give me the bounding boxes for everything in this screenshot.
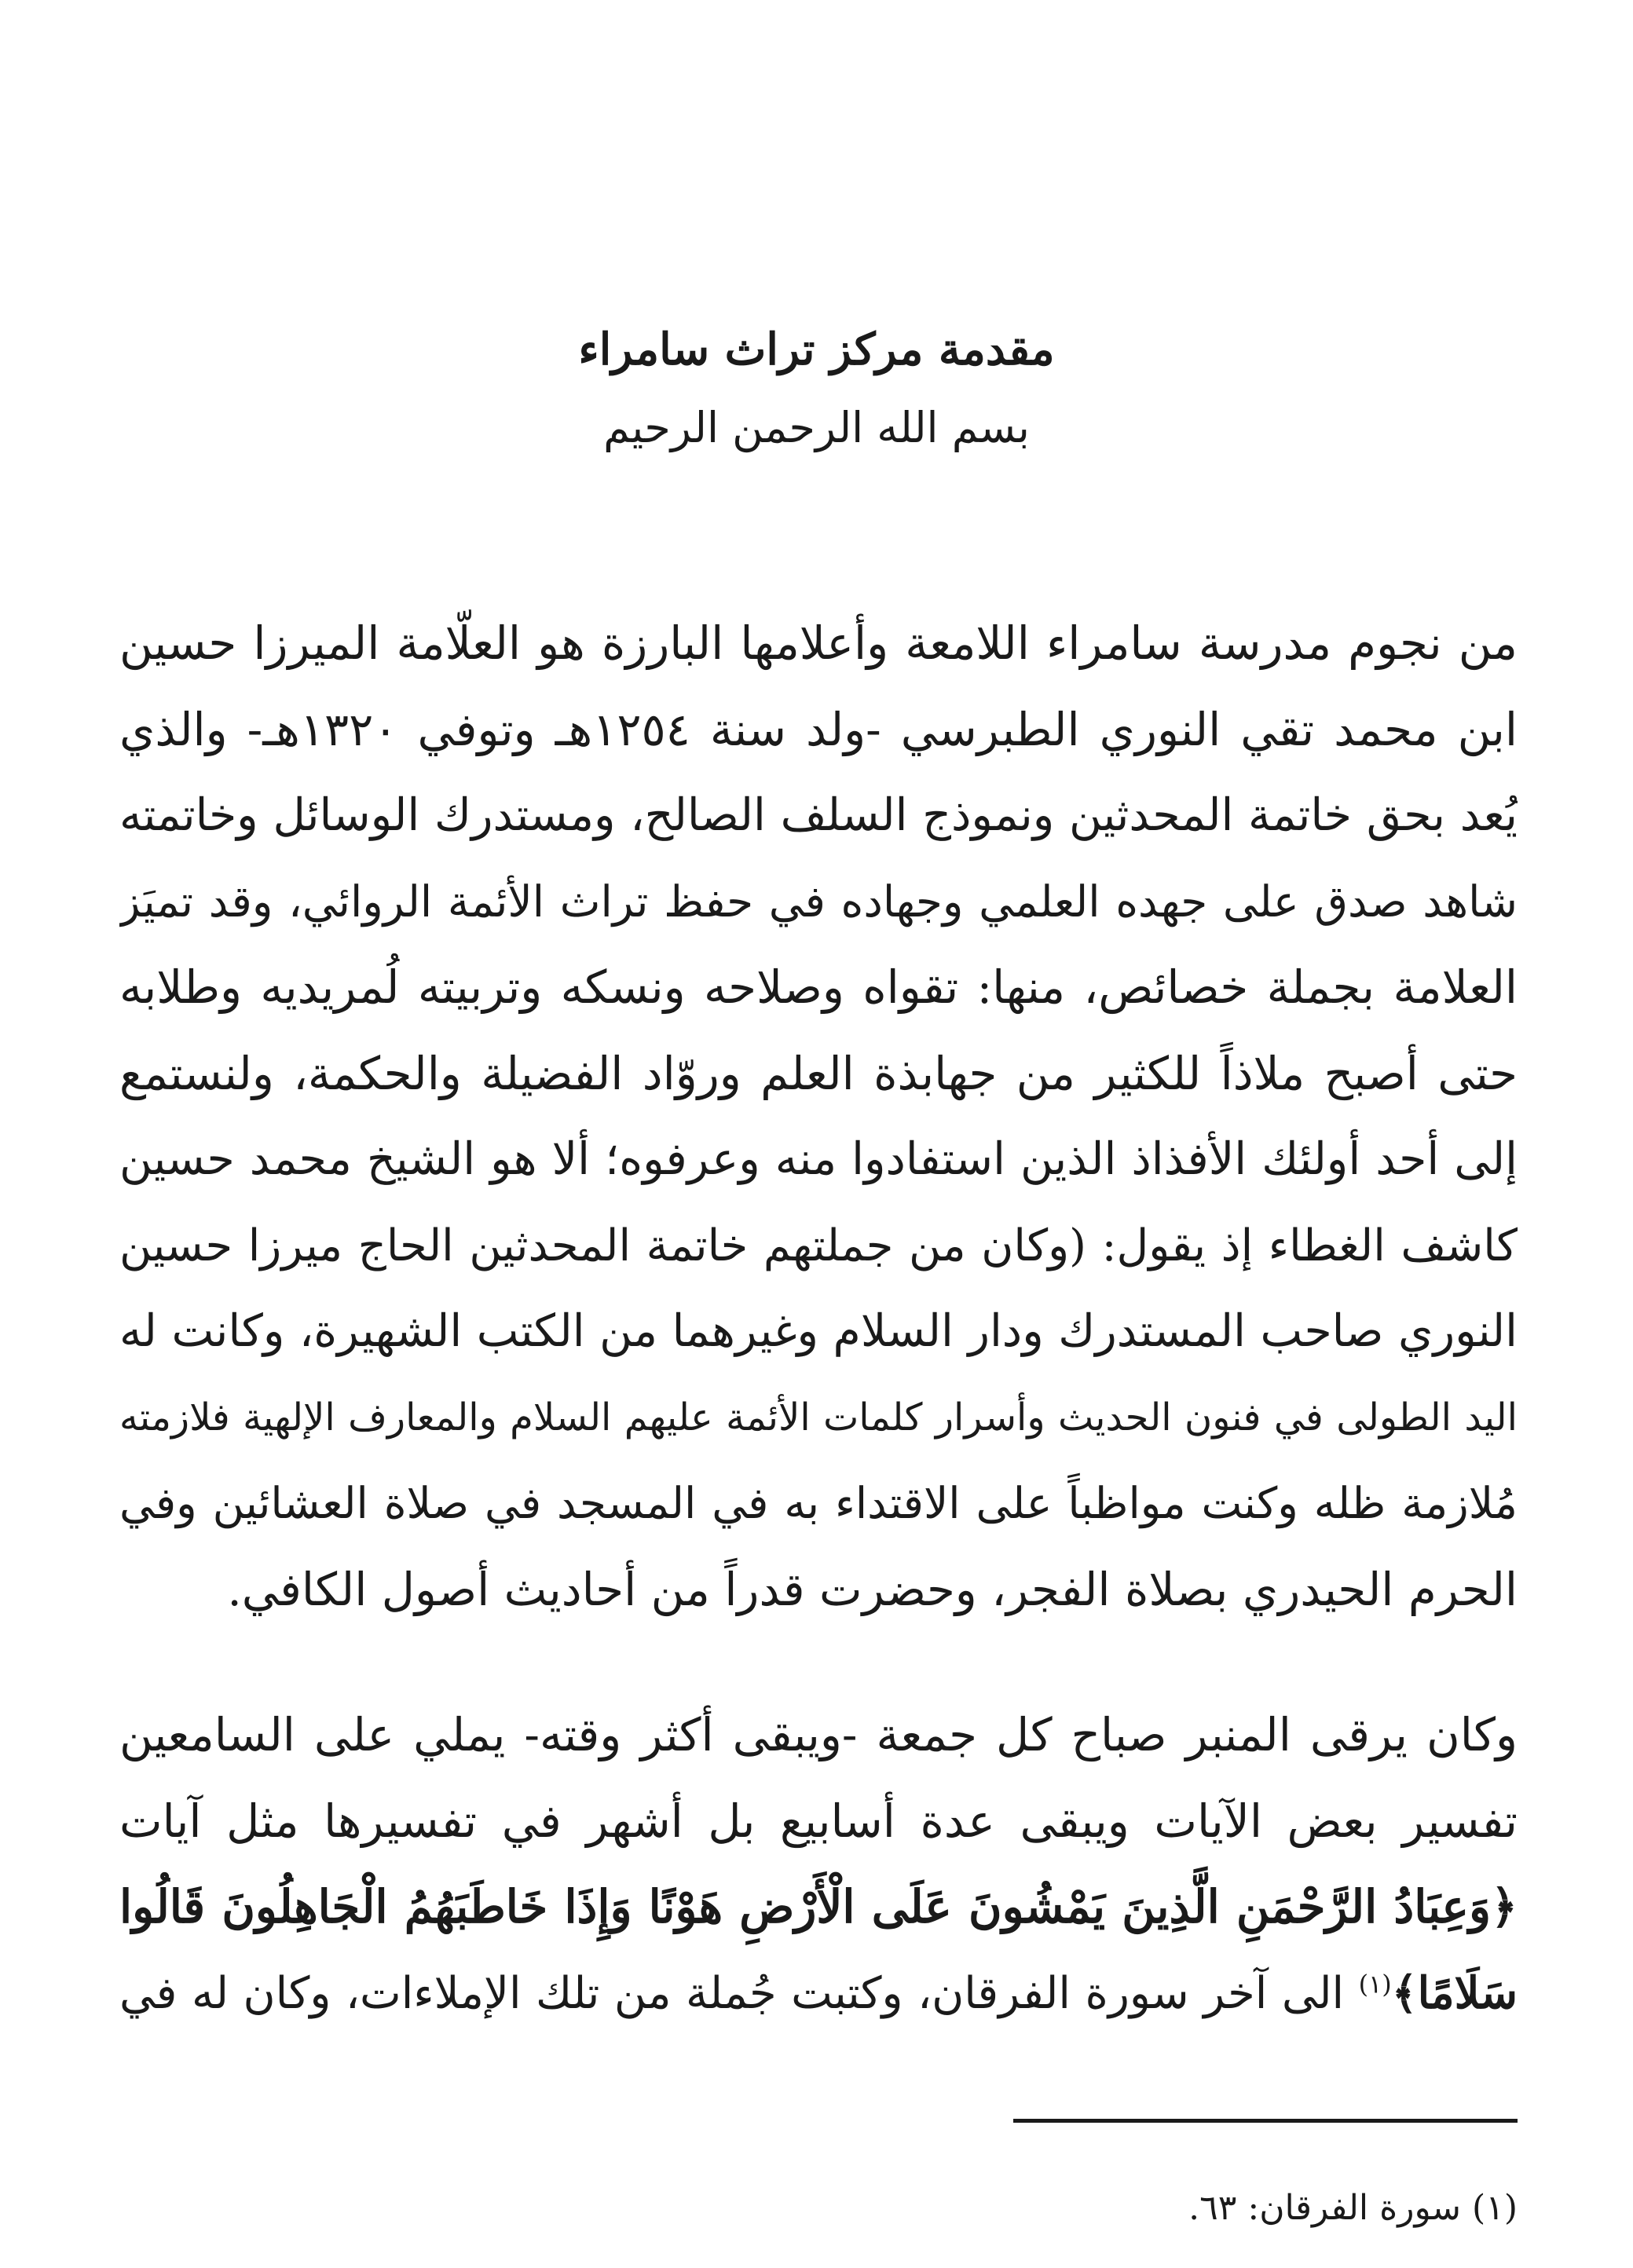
text-line: تفسير بعض الآيات ويبقى عدة أسابيع بل أشهر في تفسيرها مثل آيات [119,1794,1518,1848]
footnote-ref[interactable]: (١) [1358,1968,1392,1999]
text-continuation: الى آخر سورة الفرقان، وكتبت جُملة من تلك الإملاءات، وكان له في [119,1967,1359,2019]
page-title: مقدمة مركز تراث سامراء [578,324,1055,375]
text-line: اليد الطولى في فنون الحديث وأسرار كلمات الأئمة عليهم السلام والمعارف الإلهية فلازمته [119,1395,1518,1439]
text-line: ابن محمد تقي النوري الطبرسي -ولد سنة ١٢٥٤هـ وتوفي ١٣٢٠هـ- والذي [119,702,1518,756]
text-line: الحرم الحيدري بصلاة الفجر، وحضرت قدراً من أحاديث أصول الكافي. [227,1562,1518,1616]
footnote: (١) سورة الفرقان: ٦٣. [1188,2188,1518,2228]
quran-verse-line: ﴿وَعِبَادُ الرَّحْمَنِ الَّذِينَ يَمْشُونَ عَلَى الْأَرْضِ هَوْنًا وَإِذَا خَاطَبَهُمُ الْجَاهِلُونَ قَالُوا [119,1880,1518,1933]
paragraph-1 [119,601,1518,1633]
text-line: مُلازمة ظله وكنت مواظباً على الاقتداء به في المسجد في صلاة العشائين وفي [119,1478,1518,1528]
text-line: إلى أحد أولئك الأفذاذ الذين استفادوا منه وعرفوه؛ ألا هو الشيخ محمد حسين [119,1133,1518,1185]
text-line: العلامة بجملة خصائص، منها: تقواه وصلاحه ونسكه وتربيته لُمريديه وطلابه [119,960,1518,1014]
text-line: شاهد صدق على جهده العلمي وجهاده في حفظ تراث الأئمة الروائي، وقد تميَز [119,876,1518,927]
footnote-divider [1013,2119,1518,2123]
text-line: حتى أصبح ملاذاً للكثير من جهابذة العلم وروّاد الفضيلة والحكمة، ولنستمع [119,1046,1518,1100]
text-line: وكان يرقى المنبر صباح كل جمعة -ويبقى أكثر وقته- يملي على السامعين [119,1708,1518,1761]
text-line: من نجوم مدرسة سامراء اللامعة وأعلامها البارزة هو العلّامة الميرزا حسين [119,616,1518,670]
paragraph-2 [119,1692,1518,2036]
text-line [119,1951,1518,2037]
quran-verse-end: سَلَامًا﴾ [1391,1966,1518,2019]
text-line: يُعد بحق خاتمة المحدثين ونموذج السلف الصالح، ومستدرك الوسائل وخاتمته [119,789,1518,841]
basmala: بسم الله الرحمن الرحيم [603,403,1030,452]
text-line: النوري صاحب المستدرك ودار السلام وغيرهما من الكتب الشهيرة، وكانت له [119,1305,1518,1357]
text-line: كاشف الغطاء إذ يقول: (وكان من جملتهم خاتمة المحدثين الحاج ميرزا حسين [119,1220,1518,1271]
